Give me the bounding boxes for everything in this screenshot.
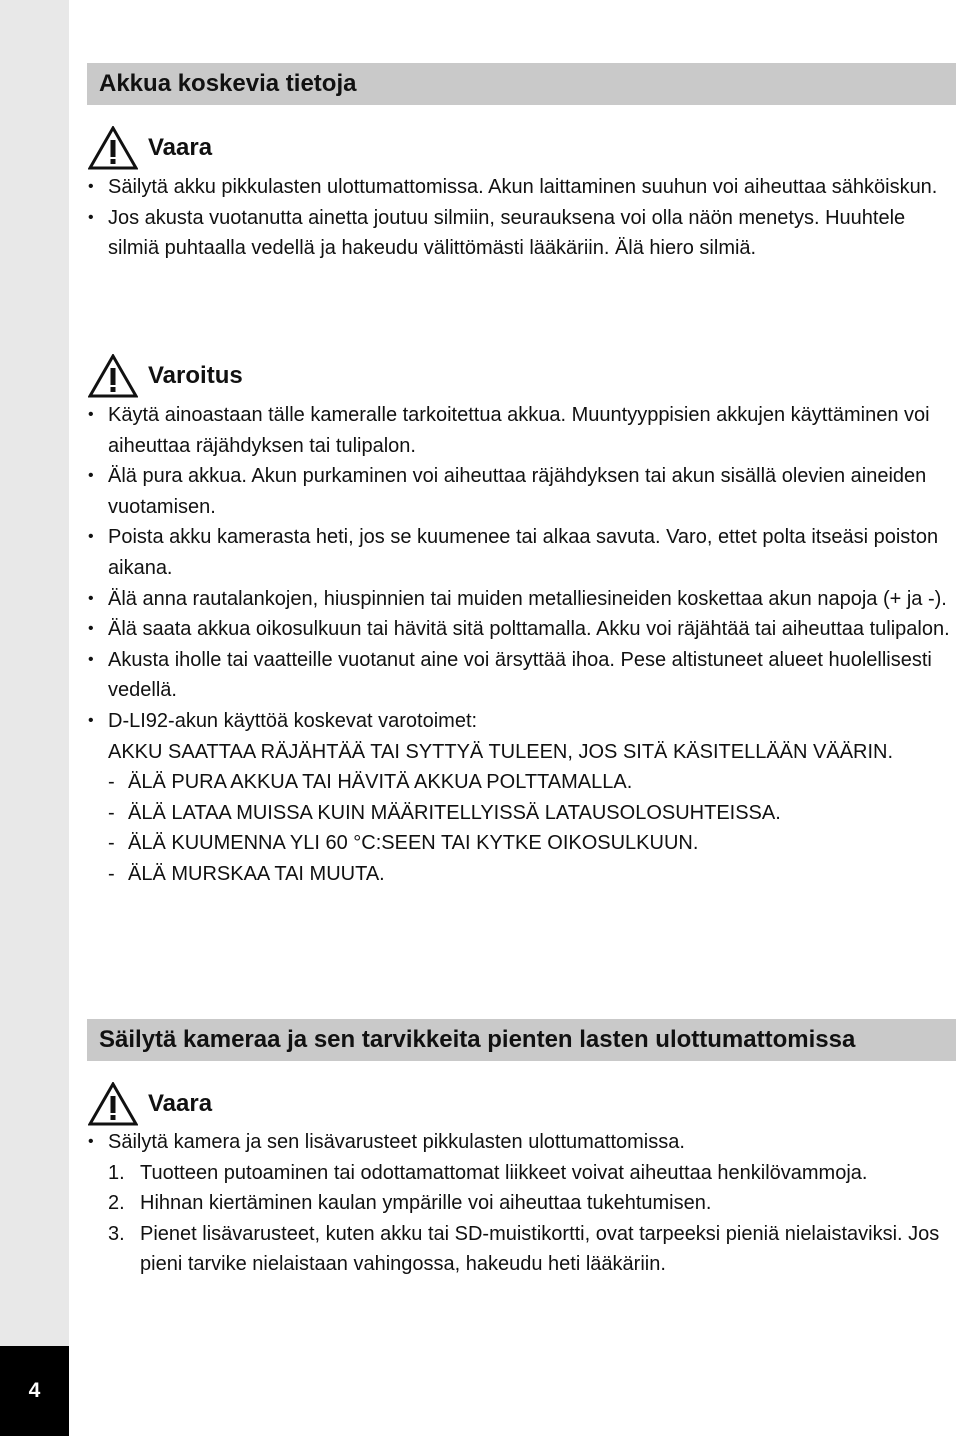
- warning-triangle-icon: [88, 354, 138, 398]
- list-item: • Älä anna rautalankojen, hiuspinnien tai muiden metalliesineiden koskettaa akun napoja (+ ja -).: [88, 584, 956, 615]
- caution-heading: [88, 353, 243, 399]
- warning-triangle-icon: [88, 1082, 138, 1126]
- numbered-item: 1. Tuotteen putoaminen tai odottamattomat liikkeet voivat aiheuttaa henkilövammoja.: [108, 1161, 868, 1184]
- list-item: • Käytä ainoastaan tälle kameralle tarkoitettua akkua. Muuntyyppisien akkujen käyttäminen voi aiheuttaa räjähdyksen tai tulipalon.: [88, 400, 956, 461]
- list-item: • Älä pura akkua. Akun purkaminen voi aiheuttaa räjähdyksen tai akun sisällä olevien aineiden vuotamisen.: [88, 461, 956, 522]
- list-item: • Säilytä kamera ja sen lisävarusteet pikkulasten ulottumattomissa.: [88, 1127, 956, 1158]
- danger-list-battery: [88, 172, 956, 264]
- list-item: • Jos akusta vuotanutta ainetta joutuu silmiin, seurauksena voi olla näön menetys. Huuhtele silmiä puhtaalla vedellä ja hakeudu välittömästi lääkäriin. Älä hiero silmiä.: [88, 203, 956, 264]
- list-item: • Älä saata akkua oikosulkuun tai hävitä sitä polttamalla. Akku voi räjähtää tai aiheuttaa tulipalon.: [88, 614, 956, 645]
- danger-heading: [88, 1081, 212, 1127]
- dash-item: - ÄLÄ MURSKAA TAI MUUTA.: [108, 859, 956, 890]
- danger-list-children: [88, 1127, 956, 1280]
- list-item: • Poista akku kamerasta heti, jos se kuumenee tai alkaa savuta. Varo, ettet polta itseäsi poiston aikana.: [88, 522, 956, 583]
- warning-triangle-icon: [88, 126, 138, 170]
- numbered-item: 2. Hihnan kiertäminen kaulan ympärille voi aiheuttaa tukehtumisen.: [108, 1192, 712, 1215]
- dash-item: - ÄLÄ PURA AKKUA TAI HÄVITÄ AKKUA POLTTAMALLA.: [108, 767, 956, 798]
- page-margin-strip: [0, 0, 69, 1436]
- section-heading-text: Akkua koskevia tietoja: [99, 70, 357, 97]
- caution-label: Varoitus: [148, 362, 243, 389]
- danger-heading: [88, 125, 212, 171]
- dash-item: - ÄLÄ KUUMENNA YLI 60 °C:SEEN TAI KYTKE OIKOSULKUUN.: [108, 828, 956, 859]
- danger-label: Vaara: [148, 134, 213, 161]
- page-number-text: 4: [28, 1379, 41, 1402]
- section-heading-children: [87, 1019, 956, 1061]
- list-item: • Akusta iholle tai vaatteille vuotanut aine voi ärsyttää ihoa. Pese altistuneet alueet huolellisesti vedellä.: [88, 645, 956, 706]
- dli92-intro: • D-LI92-akun käyttöä koskevat varotoimet:: [108, 709, 478, 732]
- danger-label: Vaara: [148, 1090, 213, 1117]
- caution-list-battery: [88, 400, 956, 890]
- dash-item: - ÄLÄ LATAA MUISSA KUIN MÄÄRITELLYISSÄ LATAUSOLOSUHTEISSA.: [108, 798, 956, 829]
- dli92-caps-warning: AKKU SAATTAA RÄJÄHTÄÄ TAI SYTTYÄ TULEEN, JOS SITÄ KÄSITELLÄÄN VÄÄRIN.: [108, 740, 894, 763]
- list-item-dli92: [88, 706, 956, 890]
- page-number: [0, 1346, 69, 1436]
- numbered-item: 3. Pienet lisävarusteet, kuten akku tai SD-muistikortti, ovat tarpeeksi pieniä nielaistaviksi. Jos pieni tarvike nielaistaan vahingossa, hakeudu heti lääkäriin.: [108, 1222, 940, 1276]
- list-item: • Säilytä akku pikkulasten ulottumattomissa. Akun laittaminen suuhun voi aiheuttaa sähköiskun.: [88, 172, 956, 203]
- section-heading-battery: [87, 63, 956, 105]
- section-heading-text: Säilytä kameraa ja sen tarvikkeita pienten lasten ulottumattomissa: [99, 1026, 856, 1053]
